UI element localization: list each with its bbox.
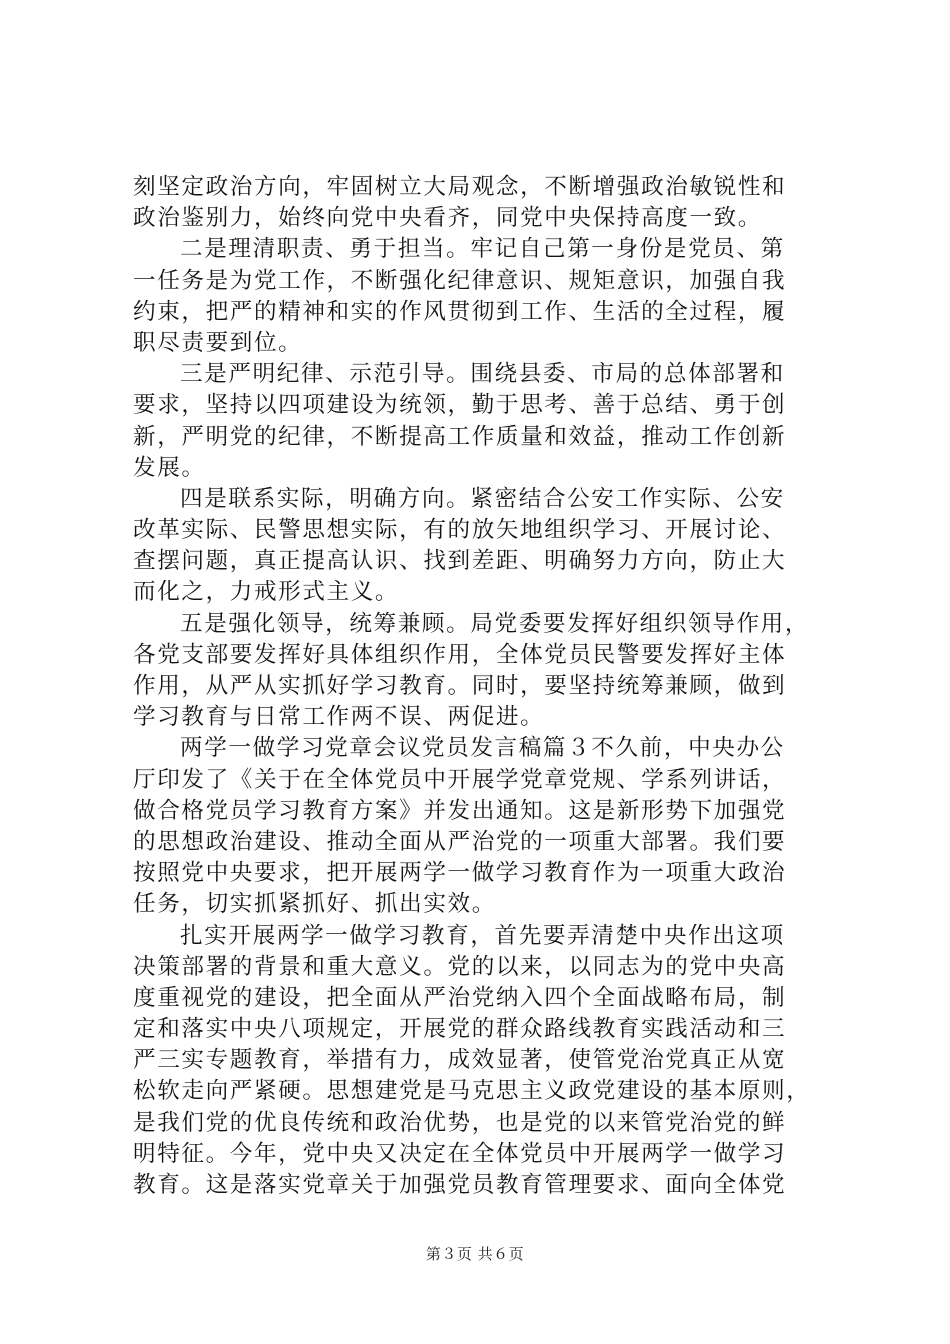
text-line: 作用，从严从实抓好学习教育。同时，要坚持统筹兼顾，做到 bbox=[133, 673, 787, 699]
text-line: 度重视党的建设，把全面从严治党纳入四个全面战略布局，制 bbox=[133, 984, 787, 1011]
text-line: 的思想政治建设、推动全面从严治党的一项重大部署。我们要 bbox=[133, 828, 787, 855]
text-line: 松软走向严紧硬。思想建党是马克思主义政党建设的基本原则， bbox=[133, 1078, 811, 1105]
text-line: 新，严明党的纪律，不断提高工作质量和效益，推动工作创新 bbox=[133, 423, 787, 450]
text-line: 教育。这是落实党章关于加强党员教育管理要求、面向全体党 bbox=[133, 1172, 787, 1198]
text-line: 刻坚定政治方向，牢固树立大局观念，不断增强政治敏锐性和 bbox=[133, 174, 787, 200]
text-line: 定和落实中央八项规定，开展党的群众路线教育实践活动和三 bbox=[133, 1016, 787, 1043]
paragraph-start-line: 二是理清职责、勇于担当。牢记自己第一身份是党员、第 bbox=[180, 236, 785, 263]
paragraph-start-line: 扎实开展两学一做学习教育，首先要弄清楚中央作出这项 bbox=[180, 922, 785, 949]
text-line: 严三实专题教育，举措有力，成效显著，使管党治党真正从宽 bbox=[133, 1047, 787, 1074]
text-line: 决策部署的背景和重大意义。党的以来，以同志为的党中央高 bbox=[133, 953, 787, 980]
text-line: 政治鉴别力，始终向党中央看齐，同党中央保持高度一致。 bbox=[133, 205, 763, 232]
text-line: 做合格党员学习教育方案》并发出通知。这是新形势下加强党 bbox=[133, 797, 787, 824]
text-line: 查摆问题，真正提高认识、找到差距、明确努力方向，防止大 bbox=[133, 548, 787, 575]
text-line: 各党支部要发挥好具体组织作用，全体党员民警要发挥好主体 bbox=[133, 641, 787, 668]
page-number: 第３页 共６页 bbox=[425, 1245, 525, 1263]
text-line: 而化之，力戒形式主义。 bbox=[133, 579, 400, 606]
text-line: 改革实际、民警思想实际，有的放矢地组织学习、开展讨论、 bbox=[133, 517, 787, 544]
text-line: 要求，坚持以四项建设为统领，勤于思考、善于总结、勇于创 bbox=[133, 392, 787, 419]
text-line: 任务，切实抓紧抓好、抓出实效。 bbox=[133, 891, 496, 918]
text-line: 明特征。今年，党中央又决定在全体党员中开展两学一做学习 bbox=[133, 1140, 787, 1167]
text-line: 厅印发了《关于在全体党员中开展学党章党规、学系列讲话， bbox=[133, 766, 787, 793]
text-line: 学习教育与日常工作两不误、两促进。 bbox=[133, 704, 545, 731]
paragraph-start-line: 五是强化领导，统筹兼顾。局党委要发挥好组织领导作用， bbox=[180, 610, 810, 637]
text-line: 一任务是为党工作，不断强化纪律意识、规矩意识，加强自我 bbox=[133, 267, 787, 294]
page-footer bbox=[0, 1243, 950, 1265]
text-line: 约束，把严的精神和实的作风贯彻到工作、生活的全过程，履 bbox=[133, 298, 787, 325]
paragraph-start-line: 两学一做学习党章会议党员发言稿篇３不久前，中央办公 bbox=[180, 735, 785, 762]
paragraph-start-line: 四是联系实际，明确方向。紧密结合公安工作实际、公安 bbox=[180, 485, 785, 512]
paragraph-start-line: 三是严明纪律、示范引导。围绕县委、市局的总体部署和 bbox=[180, 361, 785, 388]
text-line: 发展。 bbox=[133, 454, 206, 481]
text-line: 职尽责要到位。 bbox=[133, 329, 303, 356]
text-line: 是我们党的优良传统和政治优势，也是党的以来管党治党的鲜 bbox=[133, 1109, 787, 1136]
document-body bbox=[133, 172, 833, 1201]
text-line: 按照党中央要求，把开展两学一做学习教育作为一项重大政治 bbox=[133, 860, 787, 887]
